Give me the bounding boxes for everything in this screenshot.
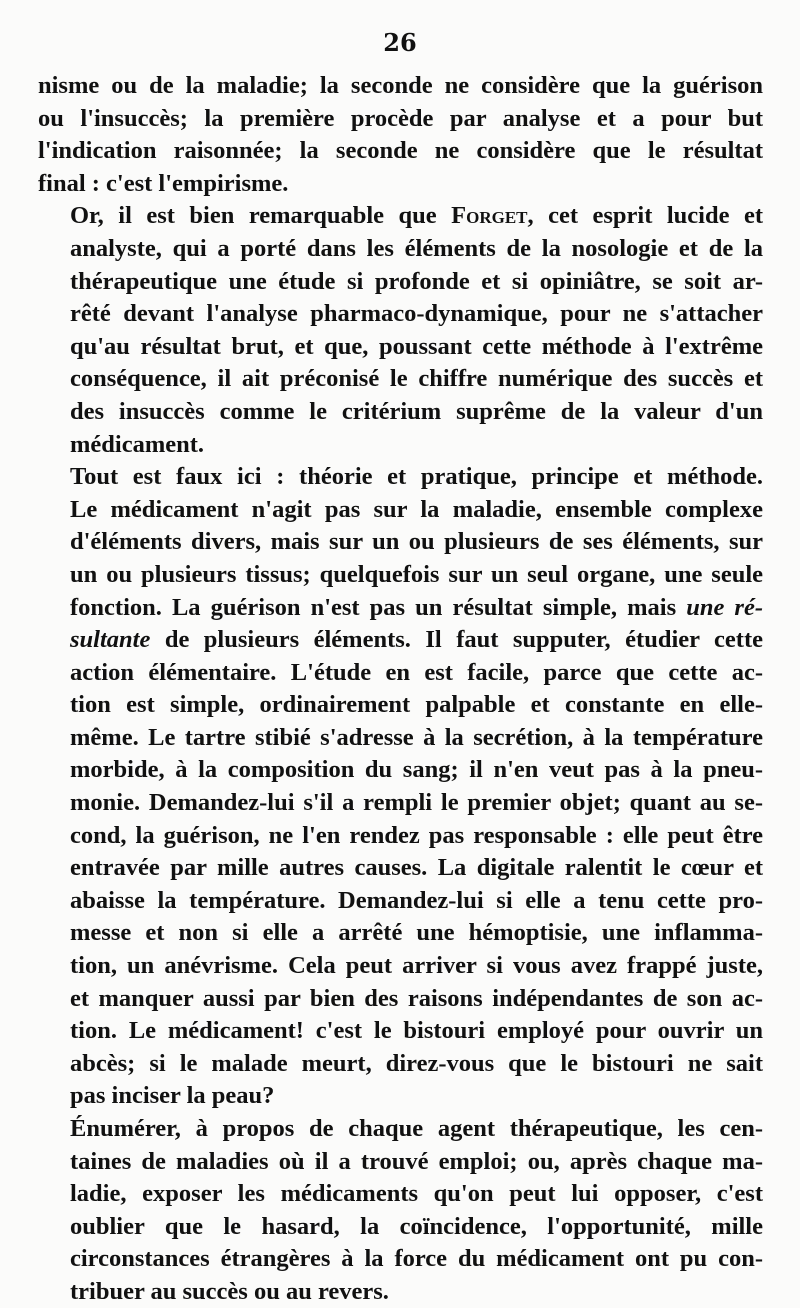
text-line: même. Le tartre stibié s'adresse à la secrétion, à la température: [70, 723, 763, 751]
text-line: abaisse la température. Demandez-lui si elle a tenu cette pro-: [70, 886, 763, 914]
text-line: abcès; si le malade meurt, direz-vous que le bistouri ne sait: [70, 1049, 763, 1077]
text-line: Tout est faux ici : théorie et pratique, principe et méthode.: [70, 463, 763, 491]
text-line: des insuccès comme le critérium suprême de la valeur d'un: [70, 397, 763, 425]
text-line: nisme ou de la maladie; la seconde ne considère que la guérison: [38, 72, 763, 99]
text-line: thérapeutique une étude si profonde et si opiniâtre, se soit ar-: [70, 267, 763, 295]
text-line: fonction. La guérison n'est pas un résultat simple, mais une ré-: [70, 593, 763, 621]
text-line: morbide, à la composition du sang; il n'en veut pas à la pneu-: [70, 756, 763, 784]
text-line: cond, la guérison, ne l'en rendez pas responsable : elle peut être: [70, 821, 763, 849]
text-line: monie. Demandez-lui s'il a rempli le premier objet; quant au se-: [70, 789, 763, 817]
text-line: et manquer aussi par bien des raisons indépendantes de son ac-: [70, 984, 763, 1012]
text-line: Le médicament n'agit pas sur la maladie, ensemble complexe: [70, 495, 763, 523]
paragraph: [38, 70, 763, 200]
text-line: tion, un anévrisme. Cela peut arriver si vous avez frappé juste,: [70, 952, 763, 980]
text-line: d'éléments divers, mais sur un ou plusieurs de ses éléments, sur: [70, 528, 763, 556]
paragraph: [38, 461, 763, 1113]
text-line: sultante de plusieurs éléments. Il faut supputer, étudier cette: [70, 626, 763, 654]
body-text: [38, 70, 763, 1309]
text-line: final : c'est l'empirisme.: [38, 169, 289, 197]
text-line: l'indication raisonnée; la seconde ne considère que le résultat: [38, 137, 763, 165]
text-line: rêté devant l'analyse pharmaco-dynamique, pour ne s'attacher: [70, 300, 763, 328]
author-name: Forget: [451, 202, 528, 230]
text-line: tion. Le médicament! c'est le bistouri employé pour ouvrir un: [70, 1017, 763, 1045]
italic-term: sultante: [70, 626, 151, 654]
text-line: messe et non si elle a arrêté une hémoptisie, une inflamma-: [70, 919, 763, 947]
text-line: circonstances étrangères à la force du médicament ont pu con-: [70, 1245, 763, 1273]
paragraph: [38, 1113, 763, 1309]
text-line: oublier que le hasard, la coïncidence, l'opportunité, mille: [70, 1212, 763, 1240]
text-line: médicament.: [70, 430, 205, 458]
text-line: tribuer au succès ou au revers.: [70, 1277, 389, 1305]
text-line: analyste, qui a porté dans les éléments de la nosologie et de la: [70, 234, 763, 262]
text-line: Énumérer, à propos de chaque agent thérapeutique, les cen-: [70, 1115, 763, 1142]
text-line: ou l'insuccès; la première procède par analyse et a pour but: [38, 104, 763, 132]
text-line: pas inciser la peau?: [70, 1082, 275, 1110]
text-line: action élémentaire. L'étude en est facile, parce que cette ac-: [70, 658, 763, 686]
paragraph: [38, 200, 763, 461]
text-line: tion est simple, ordinairement palpable et constante en elle-: [70, 691, 763, 719]
text-line: qu'au résultat brut, et que, poussant cette méthode à l'extrême: [70, 332, 763, 360]
text-line: taines de maladies où il a trouvé emploi; ou, après chaque ma-: [70, 1147, 763, 1175]
italic-term: une ré-: [686, 593, 763, 621]
text-line: conséquence, il ait préconisé le chiffre numérique des succès et: [70, 365, 763, 393]
text-line: entravée par mille autres causes. La digitale ralentit le cœur et: [70, 854, 763, 882]
page-number: 26: [383, 28, 417, 57]
text-line: ladie, exposer les médicaments qu'on peut lui opposer, c'est: [70, 1180, 763, 1208]
text-line: un ou plusieurs tissus; quelquefois sur un seul organe, une seule: [70, 560, 763, 588]
text-line: Or, il est bien remarquable que Forget, cet esprit lucide et: [70, 202, 763, 230]
